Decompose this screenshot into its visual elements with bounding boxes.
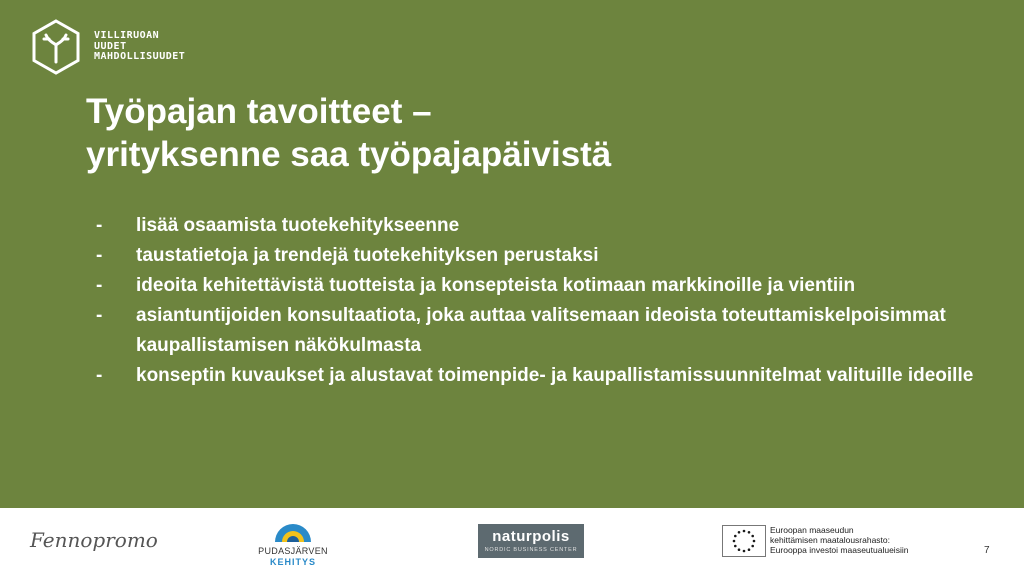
eu-text-line: kehittämisen maatalousrahasto: [770,535,891,545]
eu-stars-icon [723,526,765,556]
bullet-text: asiantuntijoiden konsultaatiota, joka auttaa valitsemaan ideoista toteuttamiskelpoisimmat kaupallistamisen näkökulmasta [136,305,946,356]
bullet-text: konseptin kuvaukset ja alustavat toimenpide- ja kaupallistamissuunnitelmat valituille ideoille [136,365,974,386]
eu-text-line: Eurooppa investoi maaseutualueisiin [770,545,909,555]
bullet-marker: - [96,365,103,386]
bullet-marker: - [96,245,103,266]
naturpolis-logo [478,524,584,558]
bullet-marker: - [96,275,103,296]
logo-line: UUDET [94,40,127,52]
page-number: 7 [984,545,990,556]
footer-logos [0,508,1024,576]
pudasjarvi-subtitle: KEHITYS [269,557,316,567]
logo-line: MAHDOLLISUUDET [94,51,186,62]
fennopromo-logo: Fennopromo [30,528,158,552]
bullet-item [96,361,1006,391]
pudasjarven-kehitys-logo [258,518,328,570]
eu-funding-text [770,525,908,555]
slide-title-line: Työpajan tavoitteet – [86,92,432,131]
pudasjarvi-name: PUDASJÄRVEN [258,546,328,556]
slide-title-line: yrityksenne saa työpajapäivistä [86,135,612,174]
pudasjarvi-arc-icon [273,518,313,544]
eu-flag-icon [722,525,766,557]
bullet-text: lisää osaamista tuotekehitykseenne [136,215,460,236]
slide-title [86,90,611,176]
bullet-item [96,211,1006,241]
logo-line: VILLIRUOAN [94,30,160,41]
eu-text-line: Euroopan maaseudun [770,525,854,535]
naturpolis-name: naturpolis [492,528,570,545]
villiruoan-logo [30,18,230,82]
bullet-item [96,301,1006,361]
naturpolis-tagline: NORDIC BUSINESS CENTER [484,547,578,553]
bullet-item [96,271,1006,301]
logo-wordmark [94,31,185,63]
bullet-text: taustatietoja ja trendejä tuotekehityksen perustaksi [136,245,599,266]
bullet-item [96,241,1006,271]
bullet-list [96,211,1006,391]
antler-hexagon-icon [30,18,82,76]
bullet-text: ideoita kehitettävistä tuotteista ja konsepteista kotimaan markkinoille ja vientiin [136,275,856,296]
bullet-marker: - [96,215,103,236]
bullet-marker: - [96,305,103,326]
